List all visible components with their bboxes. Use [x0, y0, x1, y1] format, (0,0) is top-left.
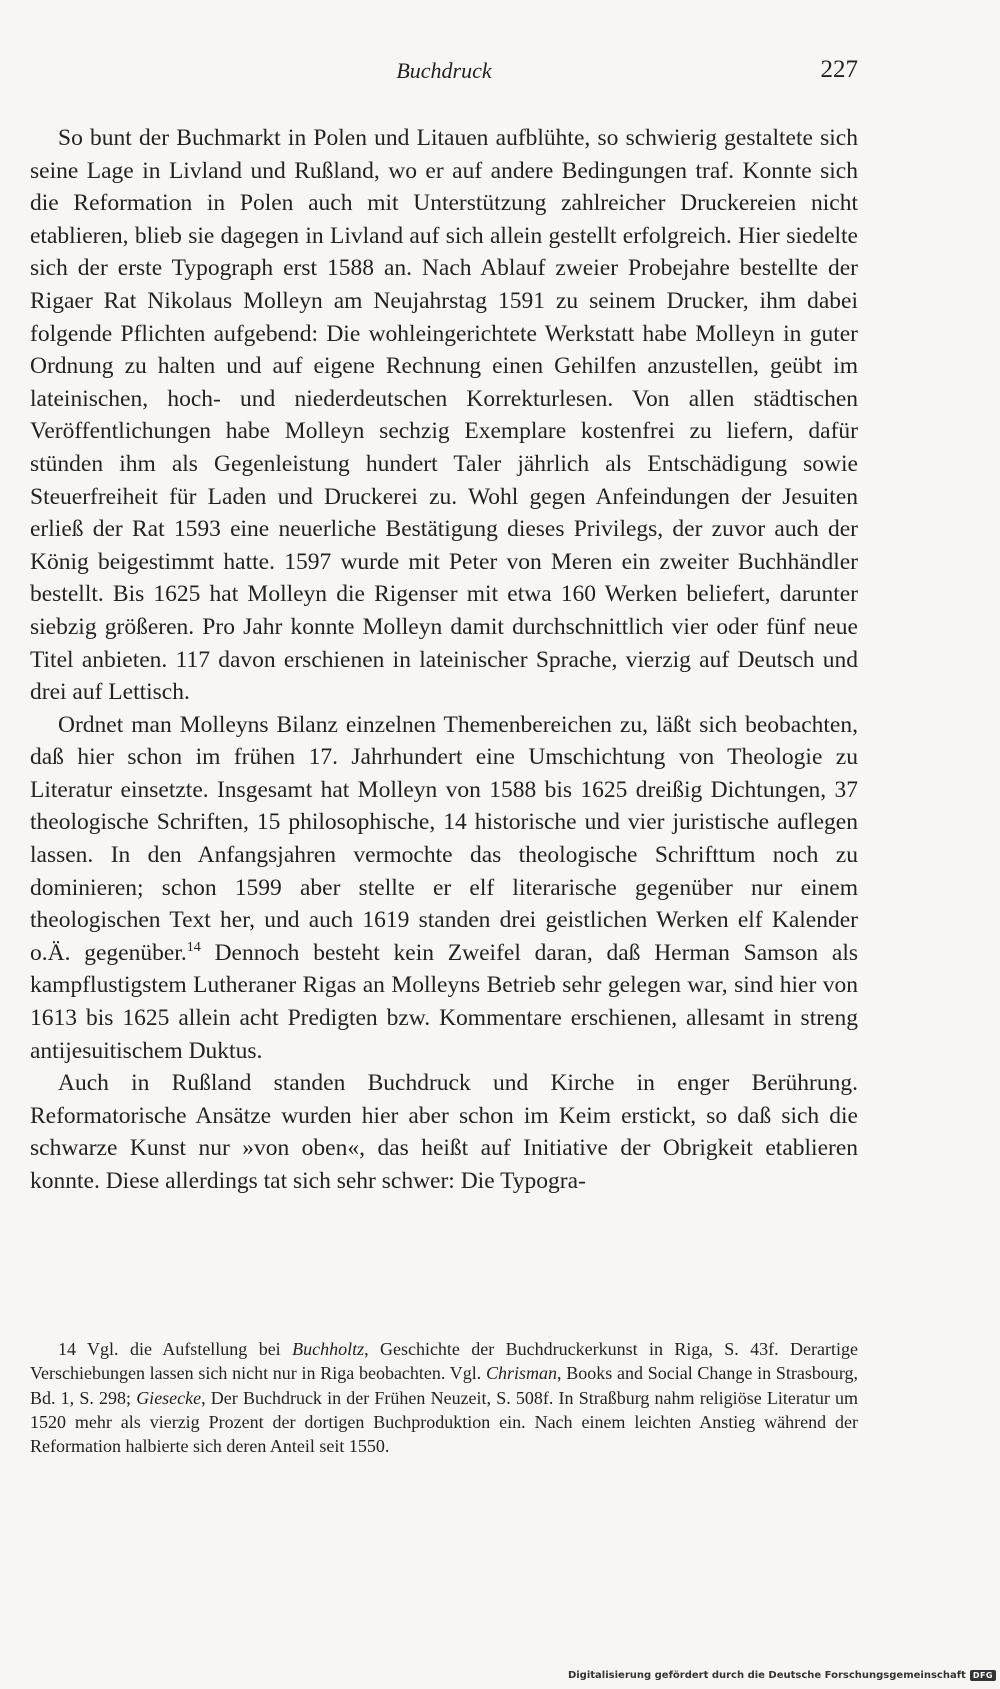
- footnote-text: , Geschichte der Buchdruckerkunst in Riga, S. 43f. Derartige Verschiebungen lassen sich nicht nur in Riga beobachten. Vgl.: [30, 1339, 859, 1384]
- dfg-logo-icon: DFG: [970, 1670, 996, 1681]
- footnote-number: 14: [58, 1339, 76, 1359]
- paragraph-2-part-a: Ordnet man Molleyns Bilanz einzelnen Themenbereichen zu, läßt sich beobachten, daß hier schon im frühen 17. Jahrhundert eine Umschichtung von Theologie zu Literatur einsetzte. Insgesamt hat Molleyn von 1588 bis 1625 dreißig Dichtungen, 37 theologische Schriften, 15 philosophische, 14 historische und vier juristische auflegen lassen. In den Anfangsjahren vermochte das theologische Schrifttum noch zu dominieren; schon 1599 aber stellte er elf literarische gegenüber nur einem theologischen Text her, und auch 1619 standen drei geistlichen Werken elf Kalender o.Ä. gegenüber.: [30, 711, 858, 966]
- footnote-author-giesecke: Giesecke: [136, 1387, 202, 1408]
- footnote-14: [30, 1337, 858, 1458]
- main-text: [30, 122, 858, 1198]
- footnote-author-chrisman: Chrisman: [486, 1363, 558, 1384]
- page-header: [30, 58, 858, 98]
- page-number: 227: [820, 56, 858, 83]
- credit-text: Digitalisierung gefördert durch die Deutsche Forschungsgemeinschaft: [567, 1670, 966, 1681]
- digitization-credit: [568, 1670, 996, 1681]
- paragraph-2-part-b: Dennoch besteht kein Zweifel daran, daß Herman Samson als kampflustigstem Lutheraner Rigas an Molleyns Betrieb sehr gelegen war, sind hier von 1613 bis 1625 allein acht Predigten bzw. Kommentare erschienen, allesamt in streng antijesuitischem Duktus.: [30, 939, 858, 1064]
- footnote-author-buchholtz: Buchholtz: [292, 1339, 365, 1359]
- paragraph-2: [30, 709, 858, 1068]
- footnote-reference[interactable]: 14: [186, 939, 201, 956]
- footnote-text: , Der Buchdruck in der Frühen Neuzeit, S. 508f. In Straßburg nahm religiöse Literatur um 1520 mehr als vierzig Prozent der dortigen Buchproduktion ein. Nach einem leichten Anstieg während der Reformation halbierte sich deren Anteil seit 1550.: [30, 1387, 858, 1457]
- running-title: Buchdruck: [396, 58, 492, 83]
- paragraph-1: So bunt der Buchmarkt in Polen und Litauen aufblühte, so schwierig gestaltete sich seine Lage in Livland und Rußland, wo er auf andere Bedingungen traf. Konnte sich die Reformation in Polen auch mit Unterstützung zahlreicher Druckereien nicht etablieren, blieb sie dagegen in Livland auf sich allein gestellt erfolgreich. Hier siedelte sich der erste Typograph erst 1588 an. Nach Ablauf zweier Probejahre bestellte der Rigaer Rat Nikolaus Molleyn am Neujahrstag 1591 zu seinem Drucker, ihm dabei folgende Pflichten aufgebend: Die wohleingerichtete Werkstatt habe Molleyn in guter Ordnung zu halten und auf eigene Rechnung einen Gehilfen anzustellen, geübt im lateinischen, hoch- und niederdeutschen Korrekturlesen. Von allen städtischen Veröffentlichungen habe Molleyn sechzig Exemplare kostenfrei zu liefern, dafür stünden ihm als Gegenleistung hundert Taler jährlich als Entschädigung sowie Steuerfreiheit für Laden und Druckerei zu. Wohl gegen Anfeindungen der Jesuiten erließ der Rat 1593 eine neuerliche Bestätigung dieses Privilegs, der zuvor auch der König beigestimmt hatte. 1597 wurde mit Peter von Meren ein zweiter Buchhändler bestellt. Bis 1625 hat Molleyn die Rigenser mit etwa 160 Werken beliefert, darunter siebzig größeren. Pro Jahr konnte Molleyn damit durchschnittlich vier oder fünf neue Titel anbieten. 117 davon erschienen in lateinischer Sprache, vierzig auf Deutsch und drei auf Lettisch.: [30, 125, 858, 706]
- footnotes: [30, 1337, 858, 1458]
- footnote-text: , Books and Social Change in Strasbourg, Bd. 1, S. 298;: [30, 1363, 858, 1408]
- footnote-text: Vgl. die Aufstellung bei: [76, 1339, 293, 1359]
- paragraph-3: Auch in Rußland standen Buchdruck und Kirche in enger Berührung. Reformatorische Ansätze wurden hier aber schon im Keim erstickt, so daß sich die schwarze Kunst nur »von oben«, das heißt auf Initiative der Obrigkeit etablieren konnte. Diese allerdings tat sich sehr schwer: Die Typogra-: [30, 1070, 858, 1194]
